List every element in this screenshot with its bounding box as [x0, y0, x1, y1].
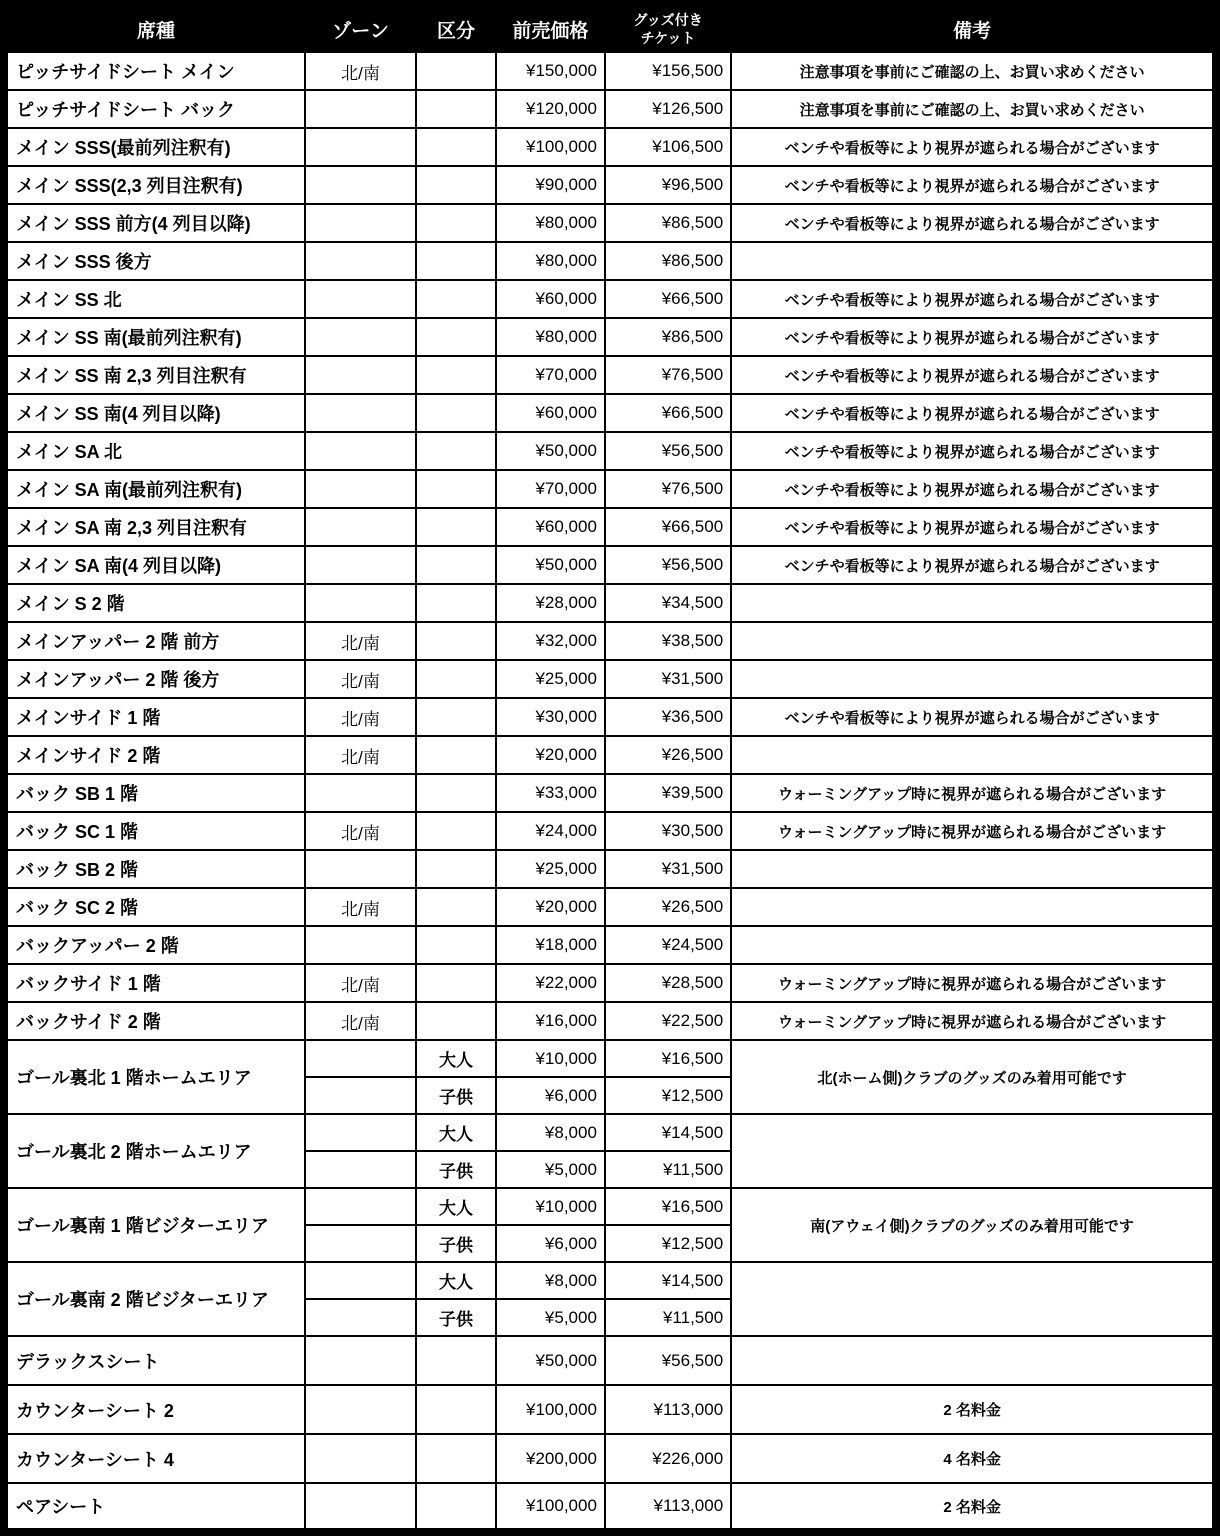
- table-row: [4, 242, 1216, 280]
- table-row: [4, 508, 1216, 546]
- goods-price-cell: ¥30,500: [605, 812, 731, 850]
- table-row: [4, 52, 1216, 90]
- zone-cell: [305, 1385, 416, 1434]
- goods-price-cell: ¥16,500: [605, 1040, 731, 1077]
- zone-cell: 北/南: [305, 622, 416, 660]
- seat-cell: デラックスシート: [4, 1336, 305, 1385]
- seat-cell: メイン SSS(2,3 列目注釈有): [4, 166, 305, 204]
- table-row: [4, 1385, 1216, 1434]
- seat-cell: メイン SSS(最前列注釈有): [4, 128, 305, 166]
- table-row: [4, 1002, 1216, 1040]
- price-cell: ¥50,000: [496, 546, 605, 584]
- seat-cell: メイン SA 南(最前列注釈有): [4, 470, 305, 508]
- zone-cell: 北/南: [305, 888, 416, 926]
- zone-cell: [305, 90, 416, 128]
- category-cell: 子供: [416, 1225, 496, 1262]
- zone-cell: 北/南: [305, 812, 416, 850]
- price-cell: ¥200,000: [496, 1434, 605, 1483]
- goods-price-cell: ¥86,500: [605, 242, 731, 280]
- price-cell: ¥30,000: [496, 698, 605, 736]
- zone-cell: 北/南: [305, 698, 416, 736]
- price-cell: ¥28,000: [496, 584, 605, 622]
- category-cell: [416, 204, 496, 242]
- category-cell: [416, 394, 496, 432]
- remark-cell: ウォーミングアップ時に視界が遮られる場合がございます: [731, 774, 1216, 812]
- remark-cell: [731, 1336, 1216, 1385]
- goods-price-cell: ¥113,000: [605, 1385, 731, 1434]
- table-row: [4, 394, 1216, 432]
- price-cell: ¥80,000: [496, 204, 605, 242]
- goods-price-cell: ¥11,500: [605, 1299, 731, 1336]
- table-row: [4, 1114, 1216, 1151]
- category-cell: [416, 698, 496, 736]
- remark-cell: ベンチや看板等により視界が遮られる場合がございます: [731, 470, 1216, 508]
- zone-cell: 北/南: [305, 660, 416, 698]
- table-row: [4, 1336, 1216, 1385]
- seat-cell: メインサイド 2 階: [4, 736, 305, 774]
- category-cell: [416, 584, 496, 622]
- category-cell: [416, 1483, 496, 1532]
- price-cell: ¥25,000: [496, 660, 605, 698]
- remark-cell: [731, 850, 1216, 888]
- goods-price-cell: ¥86,500: [605, 204, 731, 242]
- table-row: [4, 166, 1216, 204]
- remark-cell: 2 名料金: [731, 1483, 1216, 1532]
- header-goods-ticket: [605, 4, 731, 52]
- goods-price-cell: ¥16,500: [605, 1188, 731, 1225]
- header-category: 区分: [416, 4, 496, 52]
- seat-cell: メインサイド 1 階: [4, 698, 305, 736]
- zone-cell: [305, 204, 416, 242]
- category-cell: [416, 166, 496, 204]
- zone-cell: 北/南: [305, 964, 416, 1002]
- price-cell: ¥5,000: [496, 1151, 605, 1188]
- price-cell: ¥100,000: [496, 1385, 605, 1434]
- goods-price-cell: ¥12,500: [605, 1225, 731, 1262]
- goods-price-cell: ¥39,500: [605, 774, 731, 812]
- remark-cell: [731, 1114, 1216, 1188]
- remark-cell: ベンチや看板等により視界が遮られる場合がございます: [731, 318, 1216, 356]
- table-row: [4, 1434, 1216, 1483]
- category-cell: [416, 508, 496, 546]
- zone-cell: [305, 470, 416, 508]
- header-seat-type: 席種: [4, 4, 305, 52]
- price-cell: ¥33,000: [496, 774, 605, 812]
- goods-price-cell: ¥66,500: [605, 280, 731, 318]
- category-cell: [416, 926, 496, 964]
- seat-cell: メインアッパー 2 階 前方: [4, 622, 305, 660]
- table-row: [4, 698, 1216, 736]
- zone-cell: [305, 432, 416, 470]
- price-cell: ¥6,000: [496, 1077, 605, 1114]
- category-cell: [416, 1002, 496, 1040]
- goods-price-cell: ¥34,500: [605, 584, 731, 622]
- price-cell: ¥60,000: [496, 508, 605, 546]
- category-cell: [416, 660, 496, 698]
- price-cell: ¥70,000: [496, 470, 605, 508]
- zone-cell: [305, 1151, 416, 1188]
- price-cell: ¥22,000: [496, 964, 605, 1002]
- seat-cell: メイン SA 南(4 列目以降): [4, 546, 305, 584]
- remark-cell: ウォーミングアップ時に視界が遮られる場合がございます: [731, 1002, 1216, 1040]
- header-zone: ゾーン: [305, 4, 416, 52]
- category-cell: 大人: [416, 1188, 496, 1225]
- remark-cell: [731, 736, 1216, 774]
- zone-cell: [305, 1434, 416, 1483]
- zone-cell: [305, 1262, 416, 1299]
- table-row: [4, 812, 1216, 850]
- remark-cell: [731, 888, 1216, 926]
- goods-price-cell: ¥76,500: [605, 356, 731, 394]
- price-cell: ¥50,000: [496, 432, 605, 470]
- remark-cell: 4 名料金: [731, 1434, 1216, 1483]
- category-cell: [416, 318, 496, 356]
- seat-cell: ゴール裏北 1 階ホームエリア: [4, 1040, 305, 1114]
- price-cell: ¥25,000: [496, 850, 605, 888]
- goods-price-cell: ¥31,500: [605, 850, 731, 888]
- price-cell: ¥16,000: [496, 1002, 605, 1040]
- seat-cell: バックサイド 1 階: [4, 964, 305, 1002]
- category-cell: [416, 242, 496, 280]
- category-cell: [416, 1385, 496, 1434]
- remark-cell: [731, 1262, 1216, 1336]
- seat-cell: バック SC 2 階: [4, 888, 305, 926]
- seat-cell: ペアシート: [4, 1483, 305, 1532]
- remark-cell: [731, 622, 1216, 660]
- table-row: [4, 774, 1216, 812]
- category-cell: [416, 774, 496, 812]
- goods-price-cell: ¥31,500: [605, 660, 731, 698]
- category-cell: [416, 1336, 496, 1385]
- price-cell: ¥5,000: [496, 1299, 605, 1336]
- category-cell: [416, 90, 496, 128]
- category-cell: [416, 546, 496, 584]
- category-cell: 大人: [416, 1114, 496, 1151]
- category-cell: [416, 850, 496, 888]
- remark-cell: ベンチや看板等により視界が遮られる場合がございます: [731, 432, 1216, 470]
- category-cell: [416, 470, 496, 508]
- zone-cell: [305, 774, 416, 812]
- category-cell: 子供: [416, 1077, 496, 1114]
- price-cell: ¥60,000: [496, 280, 605, 318]
- remark-cell: ベンチや看板等により視界が遮られる場合がございます: [731, 546, 1216, 584]
- zone-cell: [305, 1188, 416, 1225]
- seat-cell: メイン SSS 後方: [4, 242, 305, 280]
- zone-cell: [305, 508, 416, 546]
- table-row: [4, 432, 1216, 470]
- price-cell: ¥80,000: [496, 318, 605, 356]
- table-row: [4, 584, 1216, 622]
- goods-price-cell: ¥126,500: [605, 90, 731, 128]
- goods-price-cell: ¥14,500: [605, 1262, 731, 1299]
- price-cell: ¥10,000: [496, 1040, 605, 1077]
- table-row: [4, 90, 1216, 128]
- goods-price-cell: ¥66,500: [605, 508, 731, 546]
- seat-cell: メイン SA 北: [4, 432, 305, 470]
- remark-cell: ウォーミングアップ時に視界が遮られる場合がございます: [731, 964, 1216, 1002]
- seat-cell: メイン SS 南 2,3 列目注釈有: [4, 356, 305, 394]
- remark-cell: [731, 926, 1216, 964]
- zone-cell: [305, 1225, 416, 1262]
- remark-cell: 北(ホーム側)クラブのグッズのみ着用可能です: [731, 1040, 1216, 1114]
- table-row: [4, 888, 1216, 926]
- goods-price-cell: ¥12,500: [605, 1077, 731, 1114]
- zone-cell: 北/南: [305, 52, 416, 90]
- remark-cell: ベンチや看板等により視界が遮られる場合がございます: [731, 280, 1216, 318]
- header-row: [4, 4, 1216, 52]
- price-cell: ¥100,000: [496, 128, 605, 166]
- goods-price-cell: ¥66,500: [605, 394, 731, 432]
- zone-cell: [305, 926, 416, 964]
- category-cell: [416, 812, 496, 850]
- goods-price-cell: ¥22,500: [605, 1002, 731, 1040]
- remark-cell: ベンチや看板等により視界が遮られる場合がございます: [731, 698, 1216, 736]
- goods-price-cell: ¥86,500: [605, 318, 731, 356]
- table-row: [4, 660, 1216, 698]
- goods-price-cell: ¥106,500: [605, 128, 731, 166]
- category-cell: [416, 432, 496, 470]
- header-goods-ticket-line2: チケット: [640, 29, 696, 46]
- seat-cell: ピッチサイドシート メイン: [4, 52, 305, 90]
- seat-cell: メイン SS 北: [4, 280, 305, 318]
- zone-cell: [305, 1114, 416, 1151]
- table-row: [4, 318, 1216, 356]
- category-cell: 大人: [416, 1262, 496, 1299]
- goods-price-cell: ¥96,500: [605, 166, 731, 204]
- price-cell: ¥10,000: [496, 1188, 605, 1225]
- table-row: [4, 356, 1216, 394]
- zone-cell: [305, 546, 416, 584]
- category-cell: [416, 964, 496, 1002]
- remark-cell: [731, 660, 1216, 698]
- seat-cell: カウンターシート 4: [4, 1434, 305, 1483]
- category-cell: 子供: [416, 1151, 496, 1188]
- table-row: [4, 204, 1216, 242]
- seat-cell: ピッチサイドシート バック: [4, 90, 305, 128]
- seat-cell: メイン SS 南(最前列注釈有): [4, 318, 305, 356]
- category-cell: [416, 52, 496, 90]
- goods-price-cell: ¥113,000: [605, 1483, 731, 1532]
- seat-cell: メイン SA 南 2,3 列目注釈有: [4, 508, 305, 546]
- price-cell: ¥18,000: [496, 926, 605, 964]
- price-cell: ¥80,000: [496, 242, 605, 280]
- price-cell: ¥32,000: [496, 622, 605, 660]
- header-goods-ticket-line1: グッズ付き: [633, 12, 703, 28]
- price-cell: ¥6,000: [496, 1225, 605, 1262]
- seat-cell: メイン S 2 階: [4, 584, 305, 622]
- remark-cell: ベンチや看板等により視界が遮られる場合がございます: [731, 508, 1216, 546]
- zone-cell: [305, 1040, 416, 1077]
- zone-cell: [305, 128, 416, 166]
- price-cell: ¥90,000: [496, 166, 605, 204]
- zone-cell: [305, 166, 416, 204]
- table-row: [4, 128, 1216, 166]
- category-cell: [416, 622, 496, 660]
- table-row: [4, 280, 1216, 318]
- price-cell: ¥8,000: [496, 1114, 605, 1151]
- category-cell: [416, 736, 496, 774]
- zone-cell: [305, 242, 416, 280]
- goods-price-cell: ¥26,500: [605, 736, 731, 774]
- remark-cell: ウォーミングアップ時に視界が遮られる場合がございます: [731, 812, 1216, 850]
- seat-cell: バック SC 1 階: [4, 812, 305, 850]
- table-row: [4, 546, 1216, 584]
- zone-cell: [305, 318, 416, 356]
- table-row: [4, 1188, 1216, 1225]
- seat-cell: バック SB 2 階: [4, 850, 305, 888]
- goods-price-cell: ¥14,500: [605, 1114, 731, 1151]
- goods-price-cell: ¥24,500: [605, 926, 731, 964]
- category-cell: [416, 888, 496, 926]
- seat-cell: メイン SS 南(4 列目以降): [4, 394, 305, 432]
- remark-cell: [731, 242, 1216, 280]
- price-cell: ¥60,000: [496, 394, 605, 432]
- goods-price-cell: ¥11,500: [605, 1151, 731, 1188]
- seat-cell: バックサイド 2 階: [4, 1002, 305, 1040]
- goods-price-cell: ¥156,500: [605, 52, 731, 90]
- zone-cell: 北/南: [305, 736, 416, 774]
- seat-cell: ゴール裏南 1 階ビジターエリア: [4, 1188, 305, 1262]
- price-cell: ¥8,000: [496, 1262, 605, 1299]
- header-advance-price: 前売価格: [496, 4, 605, 52]
- zone-cell: 北/南: [305, 1002, 416, 1040]
- price-cell: ¥100,000: [496, 1483, 605, 1532]
- remark-cell: ベンチや看板等により視界が遮られる場合がございます: [731, 128, 1216, 166]
- category-cell: 子供: [416, 1299, 496, 1336]
- seat-cell: メインアッパー 2 階 後方: [4, 660, 305, 698]
- table-row: [4, 1040, 1216, 1077]
- category-cell: [416, 280, 496, 318]
- seat-cell: バックアッパー 2 階: [4, 926, 305, 964]
- table-row: [4, 926, 1216, 964]
- goods-price-cell: ¥26,500: [605, 888, 731, 926]
- remark-cell: 2 名料金: [731, 1385, 1216, 1434]
- remark-cell: ベンチや看板等により視界が遮られる場合がございます: [731, 394, 1216, 432]
- remark-cell: 南(アウェイ側)クラブのグッズのみ着用可能です: [731, 1188, 1216, 1262]
- goods-price-cell: ¥56,500: [605, 432, 731, 470]
- table-row: [4, 1483, 1216, 1532]
- seat-cell: バック SB 1 階: [4, 774, 305, 812]
- zone-cell: [305, 584, 416, 622]
- goods-price-cell: ¥56,500: [605, 1336, 731, 1385]
- zone-cell: [305, 850, 416, 888]
- zone-cell: [305, 1336, 416, 1385]
- goods-price-cell: ¥76,500: [605, 470, 731, 508]
- zone-cell: [305, 280, 416, 318]
- category-cell: [416, 128, 496, 166]
- zone-cell: [305, 1077, 416, 1114]
- remark-cell: 注意事項を事前にご確認の上、お買い求めください: [731, 90, 1216, 128]
- remark-cell: 注意事項を事前にご確認の上、お買い求めください: [731, 52, 1216, 90]
- seat-cell: ゴール裏北 2 階ホームエリア: [4, 1114, 305, 1188]
- table-row: [4, 736, 1216, 774]
- goods-price-cell: ¥56,500: [605, 546, 731, 584]
- zone-cell: [305, 1299, 416, 1336]
- price-cell: ¥70,000: [496, 356, 605, 394]
- seat-cell: カウンターシート 2: [4, 1385, 305, 1434]
- price-cell: ¥20,000: [496, 736, 605, 774]
- price-cell: ¥150,000: [496, 52, 605, 90]
- table-row: [4, 1262, 1216, 1299]
- price-cell: ¥20,000: [496, 888, 605, 926]
- goods-price-cell: ¥36,500: [605, 698, 731, 736]
- goods-price-cell: ¥38,500: [605, 622, 731, 660]
- price-cell: ¥120,000: [496, 90, 605, 128]
- table-row: [4, 622, 1216, 660]
- table-row: [4, 850, 1216, 888]
- goods-price-cell: ¥226,000: [605, 1434, 731, 1483]
- category-cell: [416, 1434, 496, 1483]
- zone-cell: [305, 1483, 416, 1532]
- goods-price-cell: ¥28,500: [605, 964, 731, 1002]
- seat-cell: メイン SSS 前方(4 列目以降): [4, 204, 305, 242]
- zone-cell: [305, 394, 416, 432]
- remark-cell: [731, 584, 1216, 622]
- table-row: [4, 964, 1216, 1002]
- category-cell: 大人: [416, 1040, 496, 1077]
- remark-cell: ベンチや看板等により視界が遮られる場合がございます: [731, 356, 1216, 394]
- remark-cell: ベンチや看板等により視界が遮られる場合がございます: [731, 204, 1216, 242]
- seat-cell: ゴール裏南 2 階ビジターエリア: [4, 1262, 305, 1336]
- table-row: [4, 470, 1216, 508]
- header-remarks: 備考: [731, 4, 1216, 52]
- remark-cell: ベンチや看板等により視界が遮られる場合がございます: [731, 166, 1216, 204]
- zone-cell: [305, 356, 416, 394]
- price-cell: ¥50,000: [496, 1336, 605, 1385]
- category-cell: [416, 356, 496, 394]
- price-cell: ¥24,000: [496, 812, 605, 850]
